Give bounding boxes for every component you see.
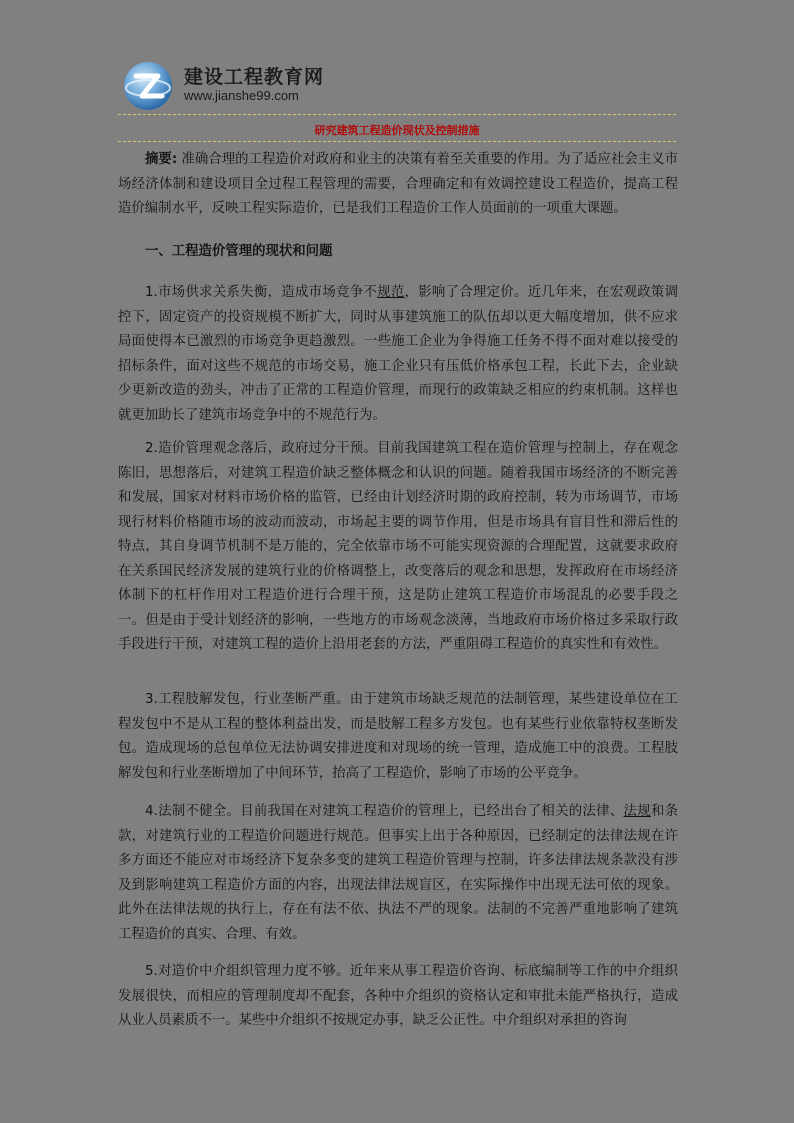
abstract-label: 摘要: xyxy=(145,152,178,167)
header-divider-bottom xyxy=(118,141,676,142)
abstract-paragraph xyxy=(118,148,678,222)
site-logo[interactable] xyxy=(122,58,382,110)
paragraph-3: 3.工程肢解发包，行业垄断严重。由于建筑市场缺乏规范的法制管理，某些建设单位在工程发包中不是从工程的整体利益出发，而是肢解工程多方发包。也有某些行业依靠特权垄断发包。造成现场的总包单位无法协调安排进度和对现场的统一管理，造成施工中的浪费。工程肢解发包和行业垄断增加了中间环节，抬高了工程造价，影响了市场的公平竞争。 xyxy=(118,692,678,781)
paragraph-2: 2.造价管理观念落后，政府过分干预。目前我国建筑工程在造价管理与控制上，存在观念陈旧，思想落后，对建筑工程造价缺乏整体概念和认识的问题。随着我国市场经济的不断完善和发展，国家对材料市场价格的监管，已经由计划经济时期的政府控制，转为市场调节，市场现行材料价格随市场的波动而波动，市场起主要的调节作用，但是市场具有盲目性和滞后性的特点，其自身调节机制不是万能的，完全依靠市场不可能实现资源的合理配置，这就要求政府在关系国民经济发展的建筑行业的价格调整上，改变落后的观念和思想，发挥政府在市场经济体制下的杠杆作用对工程造价进行合理干预，这是防止建筑工程造价市场混乱的必要手段之一。但是由于受计划经济的影响，一些地方的市场观念淡薄，当地政府市场价格过多采取行政手段进行干预，对建筑工程的造价上沿用老套的方法，严重阻碍工程造价的真实性和有效性。 xyxy=(118,441,678,652)
logo-mark-icon xyxy=(122,60,174,112)
paragraph-1 xyxy=(118,281,678,428)
abstract-text: 准确合理的工程造价对政府和业主的决策有着至关重要的作用。为了适应社会主义市场经济体制和建设项目全过程工程管理的需要，合理确定和有效调控建设工程造价，提高工程造价编制水平，反映工程实际造价，已是我们工程造价工作人员面前的一项重大课题。 xyxy=(118,152,678,216)
paragraph-4-text-b: 和条款，对建筑行业的工程造价问题进行规范。但事实上出于各种原因，已经制定的法律法规在许多方面还不能应对市场经济下复杂多变的建筑工程造价管理与控制，许多法律法规条款没有涉及到影响建筑工程造价方面的内容，出现法律法规盲区，在实际操作中出现无法可依的现象。此外在法律法规的执行上，存在有法不依、执法不严的现象。法制的不完善严重地影响了建筑工程造价的真实、合理、有效。 xyxy=(118,804,679,942)
site-url[interactable]: www.jianshe99.com xyxy=(184,88,299,103)
paragraph-5: 5.对造价中介组织管理力度不够。近年来从事工程造价咨询、标底编制等工作的中介组织发展很快，而相应的管理制度却不配套，各种中介组织的资格认定和审批未能严格执行，造成从业人员素质不一。某些中介组织不按规定办事，缺乏公正性。中介组织对承担的咨询 xyxy=(118,964,678,1028)
paragraph-1-text-b: ，影响了合理定价。近几年来，在宏观政策调控下，固定资产的投资规模不断扩大，同时从事建筑施工的队伍却以更大幅度增加，供不应求局面使得本已激烈的市场竞争更趋激烈。一些施工企业为争得施工任务不得不面对难以接受的招标条件，面对这些不规范的市场交易，施工企业只有压低价格承包工程，长此下去，企业缺少更新改造的劲头，冲击了正常的工程造价管理，而现行的政策缺乏相应的约束机制。这样也就更加助长了建筑市场竞争中的不规范行为。 xyxy=(118,285,679,423)
paragraph-4-text-a: 4.法制不健全。目前我国在对建筑工程造价的管理上，已经出台了相关的法律、 xyxy=(145,804,624,819)
document-title: 研究建筑工程造价现状及控制措施 xyxy=(314,124,480,137)
guifan-link[interactable]: 规范 xyxy=(377,285,405,300)
fagui-link[interactable]: 法规 xyxy=(623,804,651,819)
header-divider-top xyxy=(118,114,676,115)
paragraph-4 xyxy=(118,800,678,947)
paragraph-1-text-a: 1.市场供求关系失衡，造成市场竞争不 xyxy=(145,285,378,300)
section-heading: 一、工程造价管理的现状和问题 xyxy=(145,244,333,259)
site-name: 建设工程教育网 xyxy=(184,66,325,88)
